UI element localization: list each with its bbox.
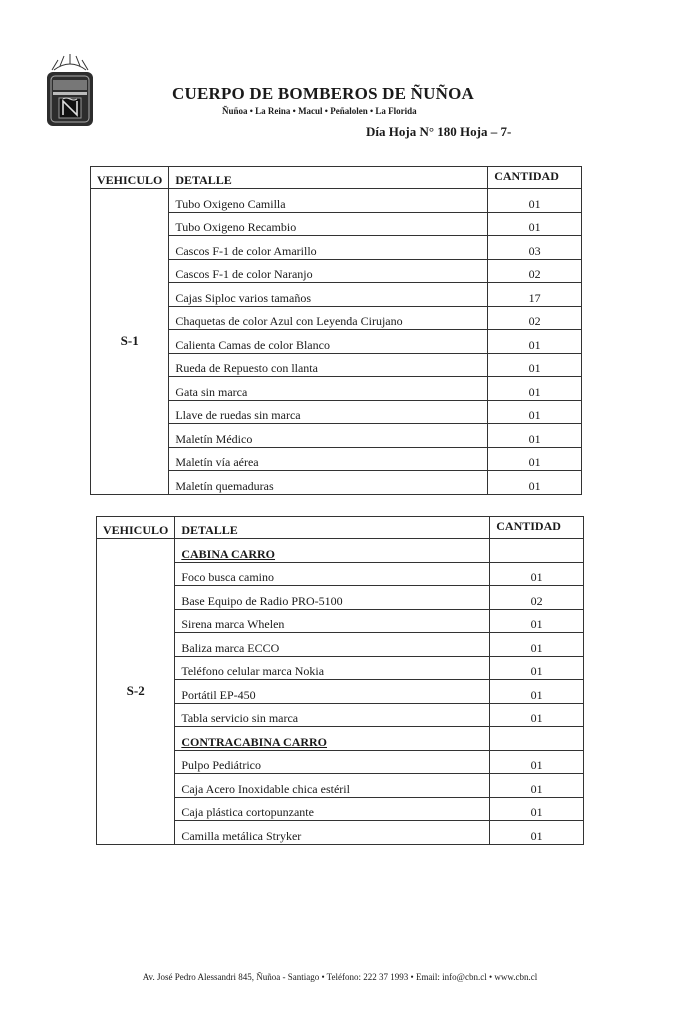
detail-cell: Caja plástica cortopunzante <box>175 797 490 821</box>
quantity-cell: 01 <box>488 424 582 448</box>
quantity-cell: 01 <box>490 703 584 727</box>
day-sheet-reference: Día Hoja N° 180 Hoja – 7- <box>366 124 512 139</box>
quantity-cell: 01 <box>488 189 582 213</box>
quantity-cell: 01 <box>488 353 582 377</box>
quantity-cell: 01 <box>490 750 584 774</box>
detail-cell: Maletín quemaduras <box>169 471 488 495</box>
section-heading: CABINA CARRO <box>175 539 490 563</box>
detail-cell: Gata sin marca <box>169 377 488 401</box>
detail-cell: Cascos F-1 de color Amarillo <box>169 236 488 260</box>
detail-cell: Tubo Oxigeno Camilla <box>169 189 488 213</box>
quantity-cell: 01 <box>490 680 584 704</box>
detail-cell: Sirena marca Whelen <box>175 609 490 633</box>
vehicle-cell: S-2 <box>97 539 175 845</box>
detail-cell: Pulpo Pediátrico <box>175 750 490 774</box>
detail-cell: Chaquetas de color Azul con Leyenda Cirujano <box>169 306 488 330</box>
quantity-cell: 01 <box>488 377 582 401</box>
page-title: CUERPO DE BOMBEROS DE ÑUÑOA <box>172 84 474 103</box>
quantity-cell: 01 <box>490 633 584 657</box>
table-header-row <box>91 167 582 189</box>
column-header-quantity: CANTIDAD <box>488 167 582 189</box>
detail-cell: Cascos F-1 de color Naranjo <box>169 259 488 283</box>
detail-cell: Portátil EP-450 <box>175 680 490 704</box>
quantity-cell: 01 <box>490 609 584 633</box>
table-row <box>91 189 582 213</box>
column-header-vehicle: VEHICULO <box>91 167 169 189</box>
detail-cell: Llave de ruedas sin marca <box>169 400 488 424</box>
quantity-cell: 02 <box>490 586 584 610</box>
detail-cell: Calienta Camas de color Blanco <box>169 330 488 354</box>
detail-cell: Foco busca camino <box>175 562 490 586</box>
quantity-cell: 03 <box>488 236 582 260</box>
quantity-cell: 01 <box>488 447 582 471</box>
column-header-vehicle: VEHICULO <box>97 517 175 539</box>
section-row <box>97 539 584 563</box>
detail-cell: Camilla metálica Stryker <box>175 821 490 845</box>
quantity-cell: 01 <box>490 821 584 845</box>
quantity-cell <box>490 727 584 751</box>
detail-cell: Teléfono celular marca Nokia <box>175 656 490 680</box>
detail-cell: Tubo Oxigeno Recambio <box>169 212 488 236</box>
detail-cell: Base Equipo de Radio PRO-5100 <box>175 586 490 610</box>
quantity-cell: 01 <box>490 656 584 680</box>
detail-cell: Maletín vía aérea <box>169 447 488 471</box>
quantity-cell: 01 <box>488 400 582 424</box>
inventory-table-s1 <box>90 166 582 495</box>
quantity-cell: 02 <box>488 259 582 283</box>
detail-cell: Baliza marca ECCO <box>175 633 490 657</box>
quantity-cell: 01 <box>488 330 582 354</box>
quantity-cell: 01 <box>490 797 584 821</box>
quantity-cell: 01 <box>490 562 584 586</box>
vehicle-cell: S-1 <box>91 189 169 495</box>
detail-cell: Maletín Médico <box>169 424 488 448</box>
column-header-detail: DETALLE <box>175 517 490 539</box>
detail-cell: Cajas Siploc varios tamaños <box>169 283 488 307</box>
fire-department-emblem-icon <box>44 52 96 132</box>
table-header-row <box>97 517 584 539</box>
section-heading: CONTRACABINA CARRO <box>175 727 490 751</box>
quantity-cell: 02 <box>488 306 582 330</box>
quantity-cell: 01 <box>490 774 584 798</box>
detail-cell: Caja Acero Inoxidable chica estéril <box>175 774 490 798</box>
page-footer: Av. José Pedro Alessandri 845, Ñuñoa - Santiago • Teléfono: 222 37 1993 • Email: info@cbn.cl • www.cbn.cl <box>142 972 538 982</box>
column-header-quantity: CANTIDAD <box>490 517 584 539</box>
detail-cell: Tabla servicio sin marca <box>175 703 490 727</box>
quantity-cell <box>490 539 584 563</box>
quantity-cell: 17 <box>488 283 582 307</box>
column-header-detail: DETALLE <box>169 167 488 189</box>
detail-cell: Rueda de Repuesto con llanta <box>169 353 488 377</box>
inventory-table-s2 <box>96 516 584 845</box>
page-subtitle: Ñuñoa • La Reina • Macul • Peñalolen • La Florida <box>222 106 417 116</box>
quantity-cell: 01 <box>488 471 582 495</box>
quantity-cell: 01 <box>488 212 582 236</box>
